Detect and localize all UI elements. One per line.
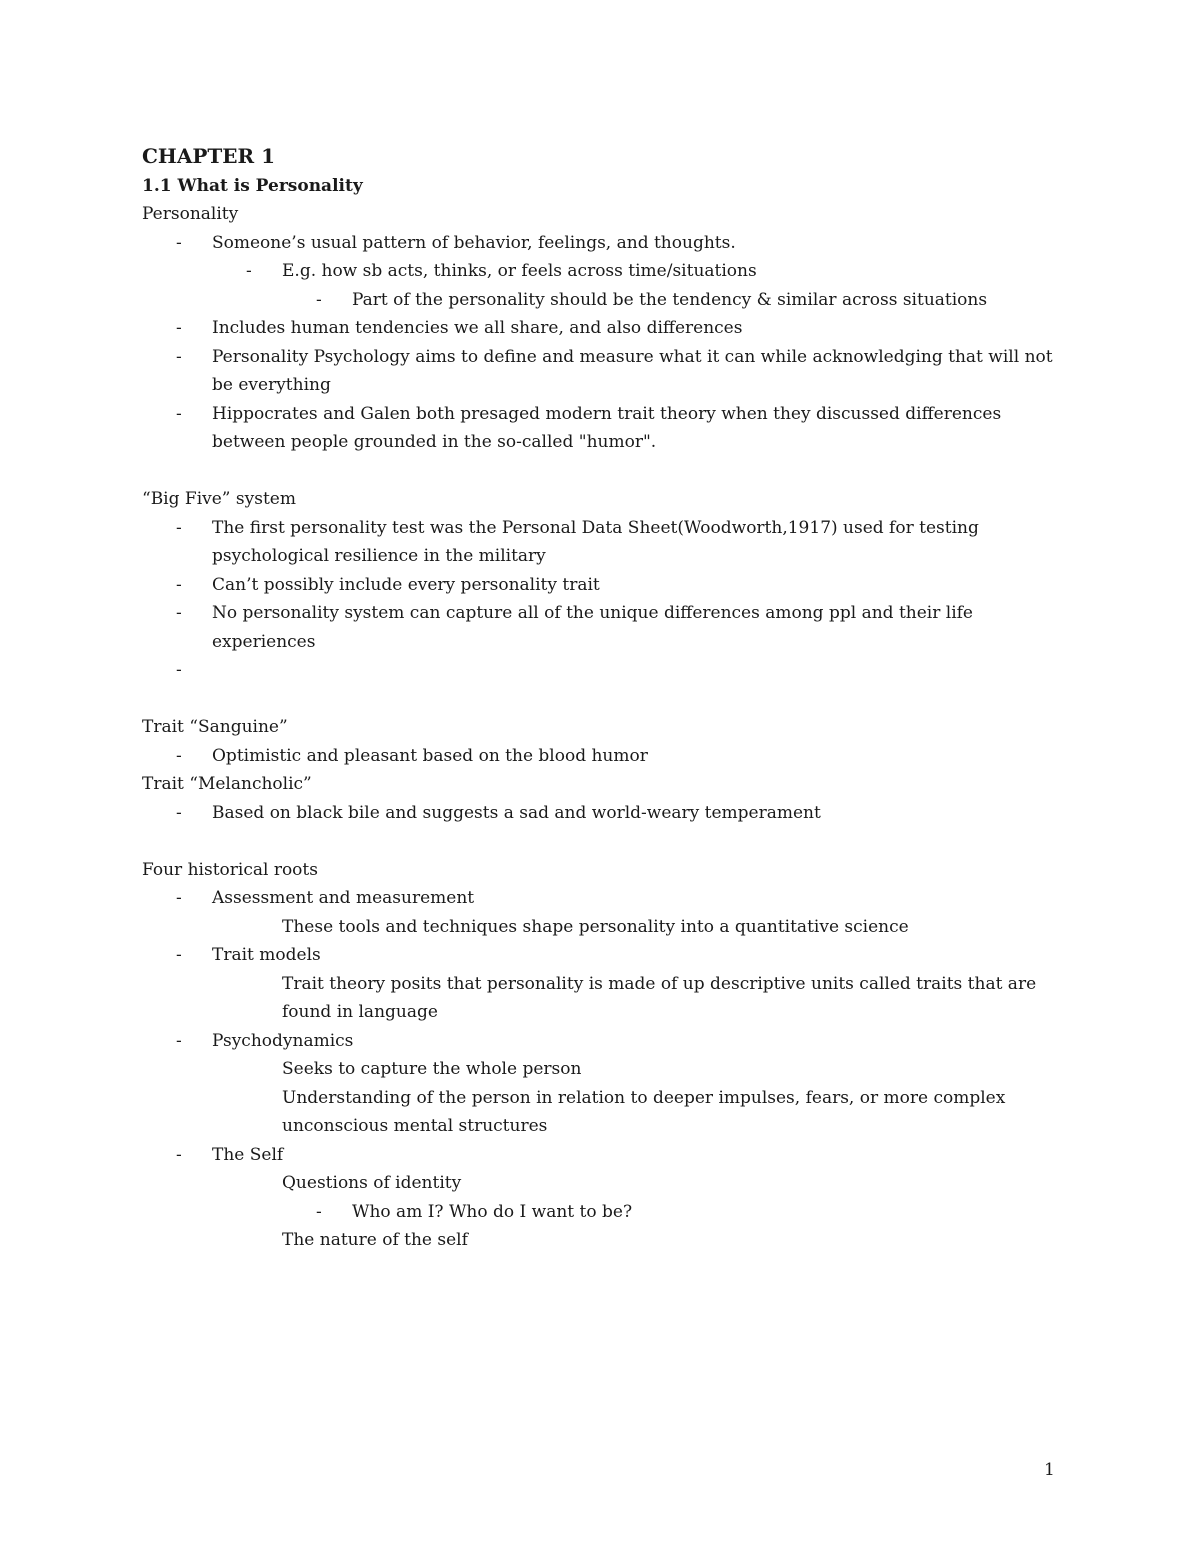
bullet-dash: -	[176, 660, 182, 680]
line-text: Can’t possibly include every personality trait	[212, 574, 600, 595]
line-text: between people grounded in the so-called "humor".	[212, 432, 657, 452]
bullet-dash: -	[176, 517, 182, 538]
line-text: The nature of the self	[282, 1230, 468, 1250]
line-text: “Big Five” system	[142, 489, 296, 509]
line-text: psychological resilience in the military	[212, 546, 546, 566]
line-text: Someone’s usual pattern of behavior, feelings, and thoughts.	[212, 232, 736, 253]
bullet-dash: -	[176, 603, 182, 623]
line-text: Four historical roots	[142, 859, 318, 880]
bullet-dash: -	[176, 1144, 182, 1165]
section-title: 1.1 What is Personality	[142, 176, 363, 196]
line-text: Trait “Melancholic”	[142, 774, 312, 794]
bullet-dash: -	[176, 318, 182, 338]
line-text: Trait models	[212, 945, 321, 965]
line-text: Assessment and measurement	[212, 888, 475, 908]
bullet-dash: -	[176, 232, 182, 253]
line-text: Trait “Sanguine”	[142, 717, 288, 737]
line-text: Hippocrates and Galen both presaged modern trait theory when they discussed differences	[212, 403, 1002, 424]
line-text: Psychodynamics	[212, 1030, 354, 1051]
bullet-dash: -	[176, 346, 182, 367]
bullet-dash: -	[316, 1201, 322, 1222]
line-text: Part of the personality should be the tendency & similar across situations	[352, 289, 988, 310]
bullet-dash: -	[176, 888, 182, 908]
bullet-dash: -	[316, 289, 322, 310]
line-text: Personality Psychology aims to define and measure what it can while acknowledging that will not	[212, 346, 1053, 367]
bullet-dash: -	[176, 945, 182, 965]
line-text: Based on black bile and suggests a sad and world-weary temperament	[212, 802, 821, 823]
line-text: Trait theory posits that personality is made of up descriptive units called traits that are	[282, 973, 1037, 994]
bullet-dash: -	[246, 261, 252, 281]
line-text: The Self	[212, 1144, 284, 1165]
line-text: The first personality test was the Personal Data Sheet(Woodworth,1917) used for testing	[212, 517, 979, 538]
line-text: Personality	[142, 204, 239, 224]
line-text: E.g. how sb acts, thinks, or feels across time/situations	[282, 261, 757, 281]
bullet-dash: -	[176, 802, 182, 823]
line-text: Questions of identity	[282, 1173, 462, 1193]
line-text: experiences	[212, 631, 316, 652]
line-text: Understanding of the person in relation to deeper impulses, fears, or more complex	[282, 1087, 1006, 1108]
page-number: 1	[1044, 1460, 1055, 1480]
chapter-title: CHAPTER 1	[142, 144, 275, 168]
bullet-dash: -	[176, 745, 182, 766]
line-text: found in language	[282, 1002, 438, 1022]
bullet-dash: -	[176, 574, 182, 595]
line-text: No personality system can capture all of the unique differences among ppl and their life	[212, 603, 973, 623]
bullet-dash: -	[176, 403, 182, 424]
line-text: unconscious mental structures	[282, 1116, 548, 1136]
bullet-dash: -	[176, 1030, 182, 1051]
line-text: Who am I? Who do I want to be?	[352, 1201, 633, 1222]
line-text: Seeks to capture the whole person	[282, 1059, 582, 1079]
line-text: be everything	[212, 375, 331, 395]
line-text: These tools and techniques shape personality into a quantitative science	[282, 916, 909, 937]
line-text: Optimistic and pleasant based on the blood humor	[212, 745, 648, 766]
line-text: Includes human tendencies we all share, and also differences	[212, 318, 743, 338]
